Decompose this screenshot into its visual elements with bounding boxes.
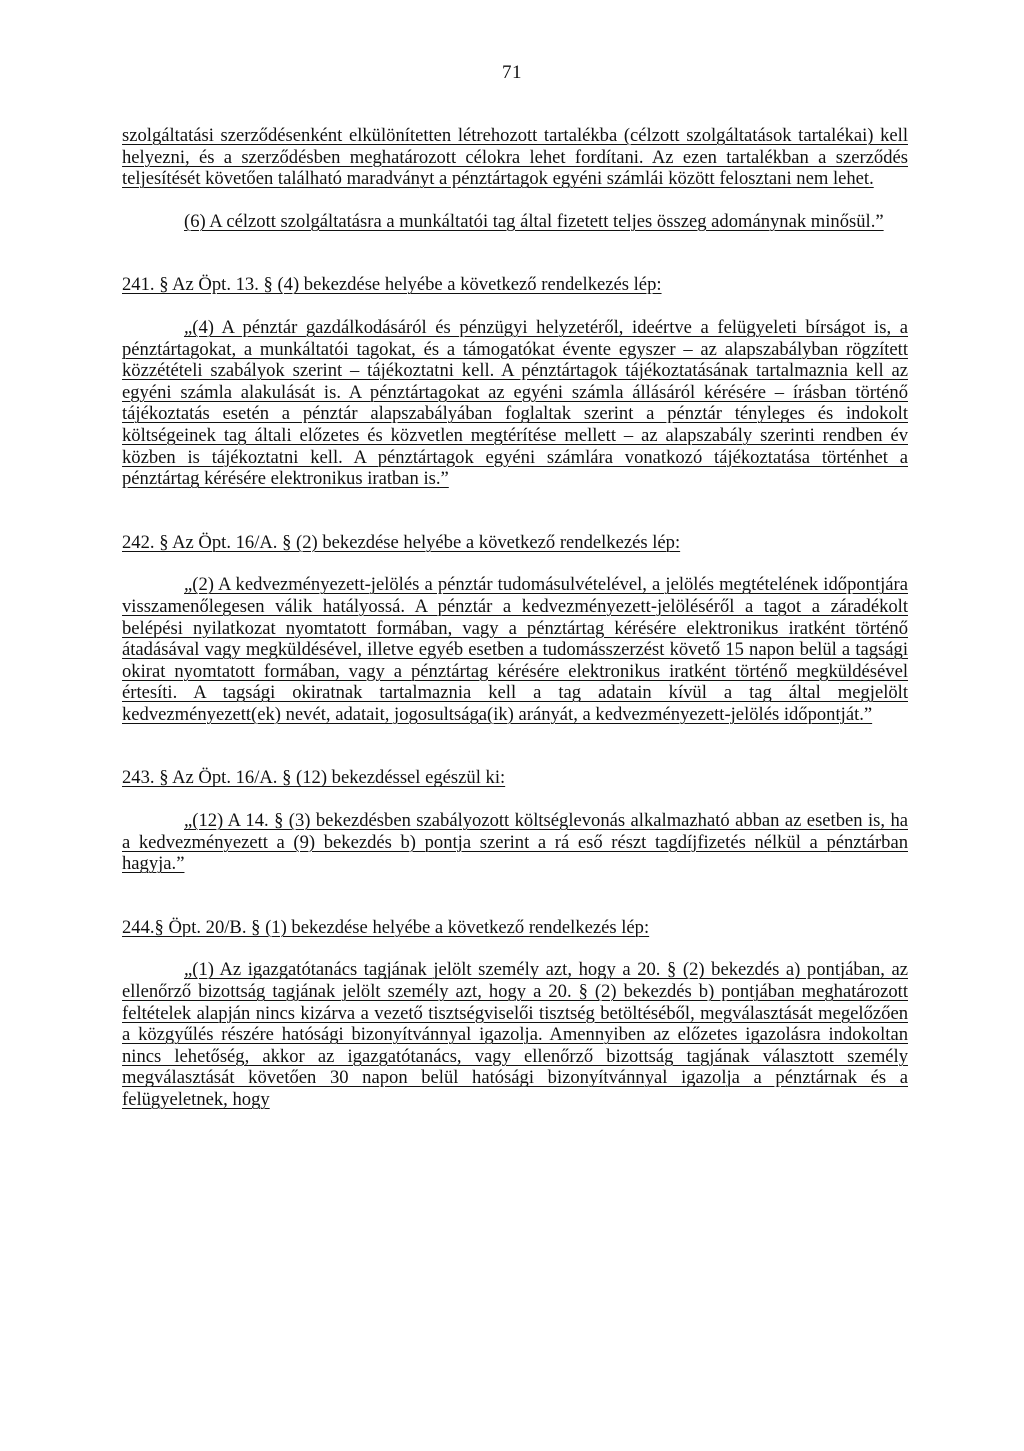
spacer (122, 938, 908, 959)
section-heading-244: 244.§ Öpt. 20/B. § (1) bekezdése helyébe a következő rendelkezés lép: (122, 916, 650, 938)
spacer (122, 875, 908, 917)
spacer (122, 190, 908, 211)
quoted-provision-241: „(4) A pénztár gazdálkodásáról és pénzügyi helyzetéről, ideértve a felügyeleti bírságot is, a pénztártagokat, a munkáltatói tagokat, és a támogatókat évente egyszer – az alapszabályban rögzített közzétételi szabályok szerint – tájékoztatni kell. A pénztártagok tájékoztatásának tartalmaznia kell az egyéni számla alakulását is. A pénztártagokat az egyéni számla állásáról kérésére – írásban történő tájékoztatás esetén a pénztár alapszabályában foglaltak szerint a pénztár tényleges és indokolt költségeinek tag általi előzetes és közvetlen megtérítése mellett – az alapszabály szerinti rendben év közben is tájékoztatni kell. A pénztártagok egyéni számlára vonatkozó tájékoztatása történhet a pénztártag kérésére elektronikus iratban is.” (122, 316, 908, 490)
quoted-provision-244: „(1) Az igazgatótanács tagjának jelölt személy azt, hogy a 20. § (2) bekezdés a) pontjában, az ellenőrző bizottság tagjának jelölt személy azt, hogy a 20. § (2) bekezdés b) pontjában meghatározott feltételek alapján nincs kizárva a vezető tisztségviselői tisztség betöltéséből, megválasztását megelőzően a közgyűlés részére hatósági bizonyítvánnyal igazolja. Amennyiben az előzetes igazolásra indokoltan nincs lehetőség, akkor az igazgatótanács, vagy ellenőrző bizottság tagjának választott személy megválasztását követően 30 napon belül hatósági bizonyítvánnyal igazolja a pénztárnak és a felügyeletnek, hogy (122, 959, 908, 1110)
paragraph-6: (6) A célzott szolgáltatásra a munkáltatói tag által fizetett teljes összeg adománynak minősül.” (184, 210, 884, 232)
paragraph-continuation: szolgáltatási szerződésenként elkülönítetten létrehozott tartalékba (célzott szolgáltatások tartalékai) kell helyezni, és a szerződésben meghatározott célokra lehet fordítani. Az ezen tartalékban a szerződés teljesítését követően található maradványt a pénztártagok egyéni számlái között felosztani nem lehet. (122, 125, 908, 190)
quoted-provision-243: „(12) A 14. § (3) bekezdésben szabályozott költséglevonás alkalmazható abban az esetben is, ha a kedvezményezett a (9) bekezdés b) pontja szerint a rá eső részt tagdíjfizetés nélkül a pénztárban hagyja.” (122, 810, 908, 875)
document-body (122, 125, 908, 1111)
section-heading-242: 242. § Az Öpt. 16/A. § (2) bekezdése helyébe a következő rendelkezés lép: (122, 531, 681, 553)
quoted-provision-242: „(2) A kedvezményezett-jelölés a pénztár tudomásulvételével, a jelölés megtételének időpontjára visszamenőlegesen válik hatályossá. A pénztár a kedvezményezett-jelöléséről a tagot a záradékolt belépési nyilatkozat nyomtatott formában, vagy a pénztártag kérésére elektronikus iratként történő átadásával vagy megküldésével, illetve egyéb esetben a tudomásszerzést követő 15 napon belül a tagsági okirat nyomtatott formában, vagy a pénztártag kérésére elektronikus iratként történő megküldésével értesíti. A tagsági okiratnak tartalmaznia kell a tag adatain kívül a tag által megjelölt kedvezményezett(ek) nevét, adatait, jogosultsága(ik) arányát, a kedvezményezett-jelölés időpontját.” (122, 574, 908, 725)
spacer (122, 553, 908, 574)
spacer (122, 296, 908, 317)
spacer (122, 789, 908, 810)
spacer (122, 725, 908, 767)
section-heading-241: 241. § Az Öpt. 13. § (4) bekezdése helyébe a következő rendelkezés lép: (122, 274, 662, 296)
spacer (122, 490, 908, 532)
spacer (122, 232, 908, 274)
page-number: 71 (502, 62, 522, 83)
section-heading-243: 243. § Az Öpt. 16/A. § (12) bekezdéssel egészül ki: (122, 767, 506, 789)
